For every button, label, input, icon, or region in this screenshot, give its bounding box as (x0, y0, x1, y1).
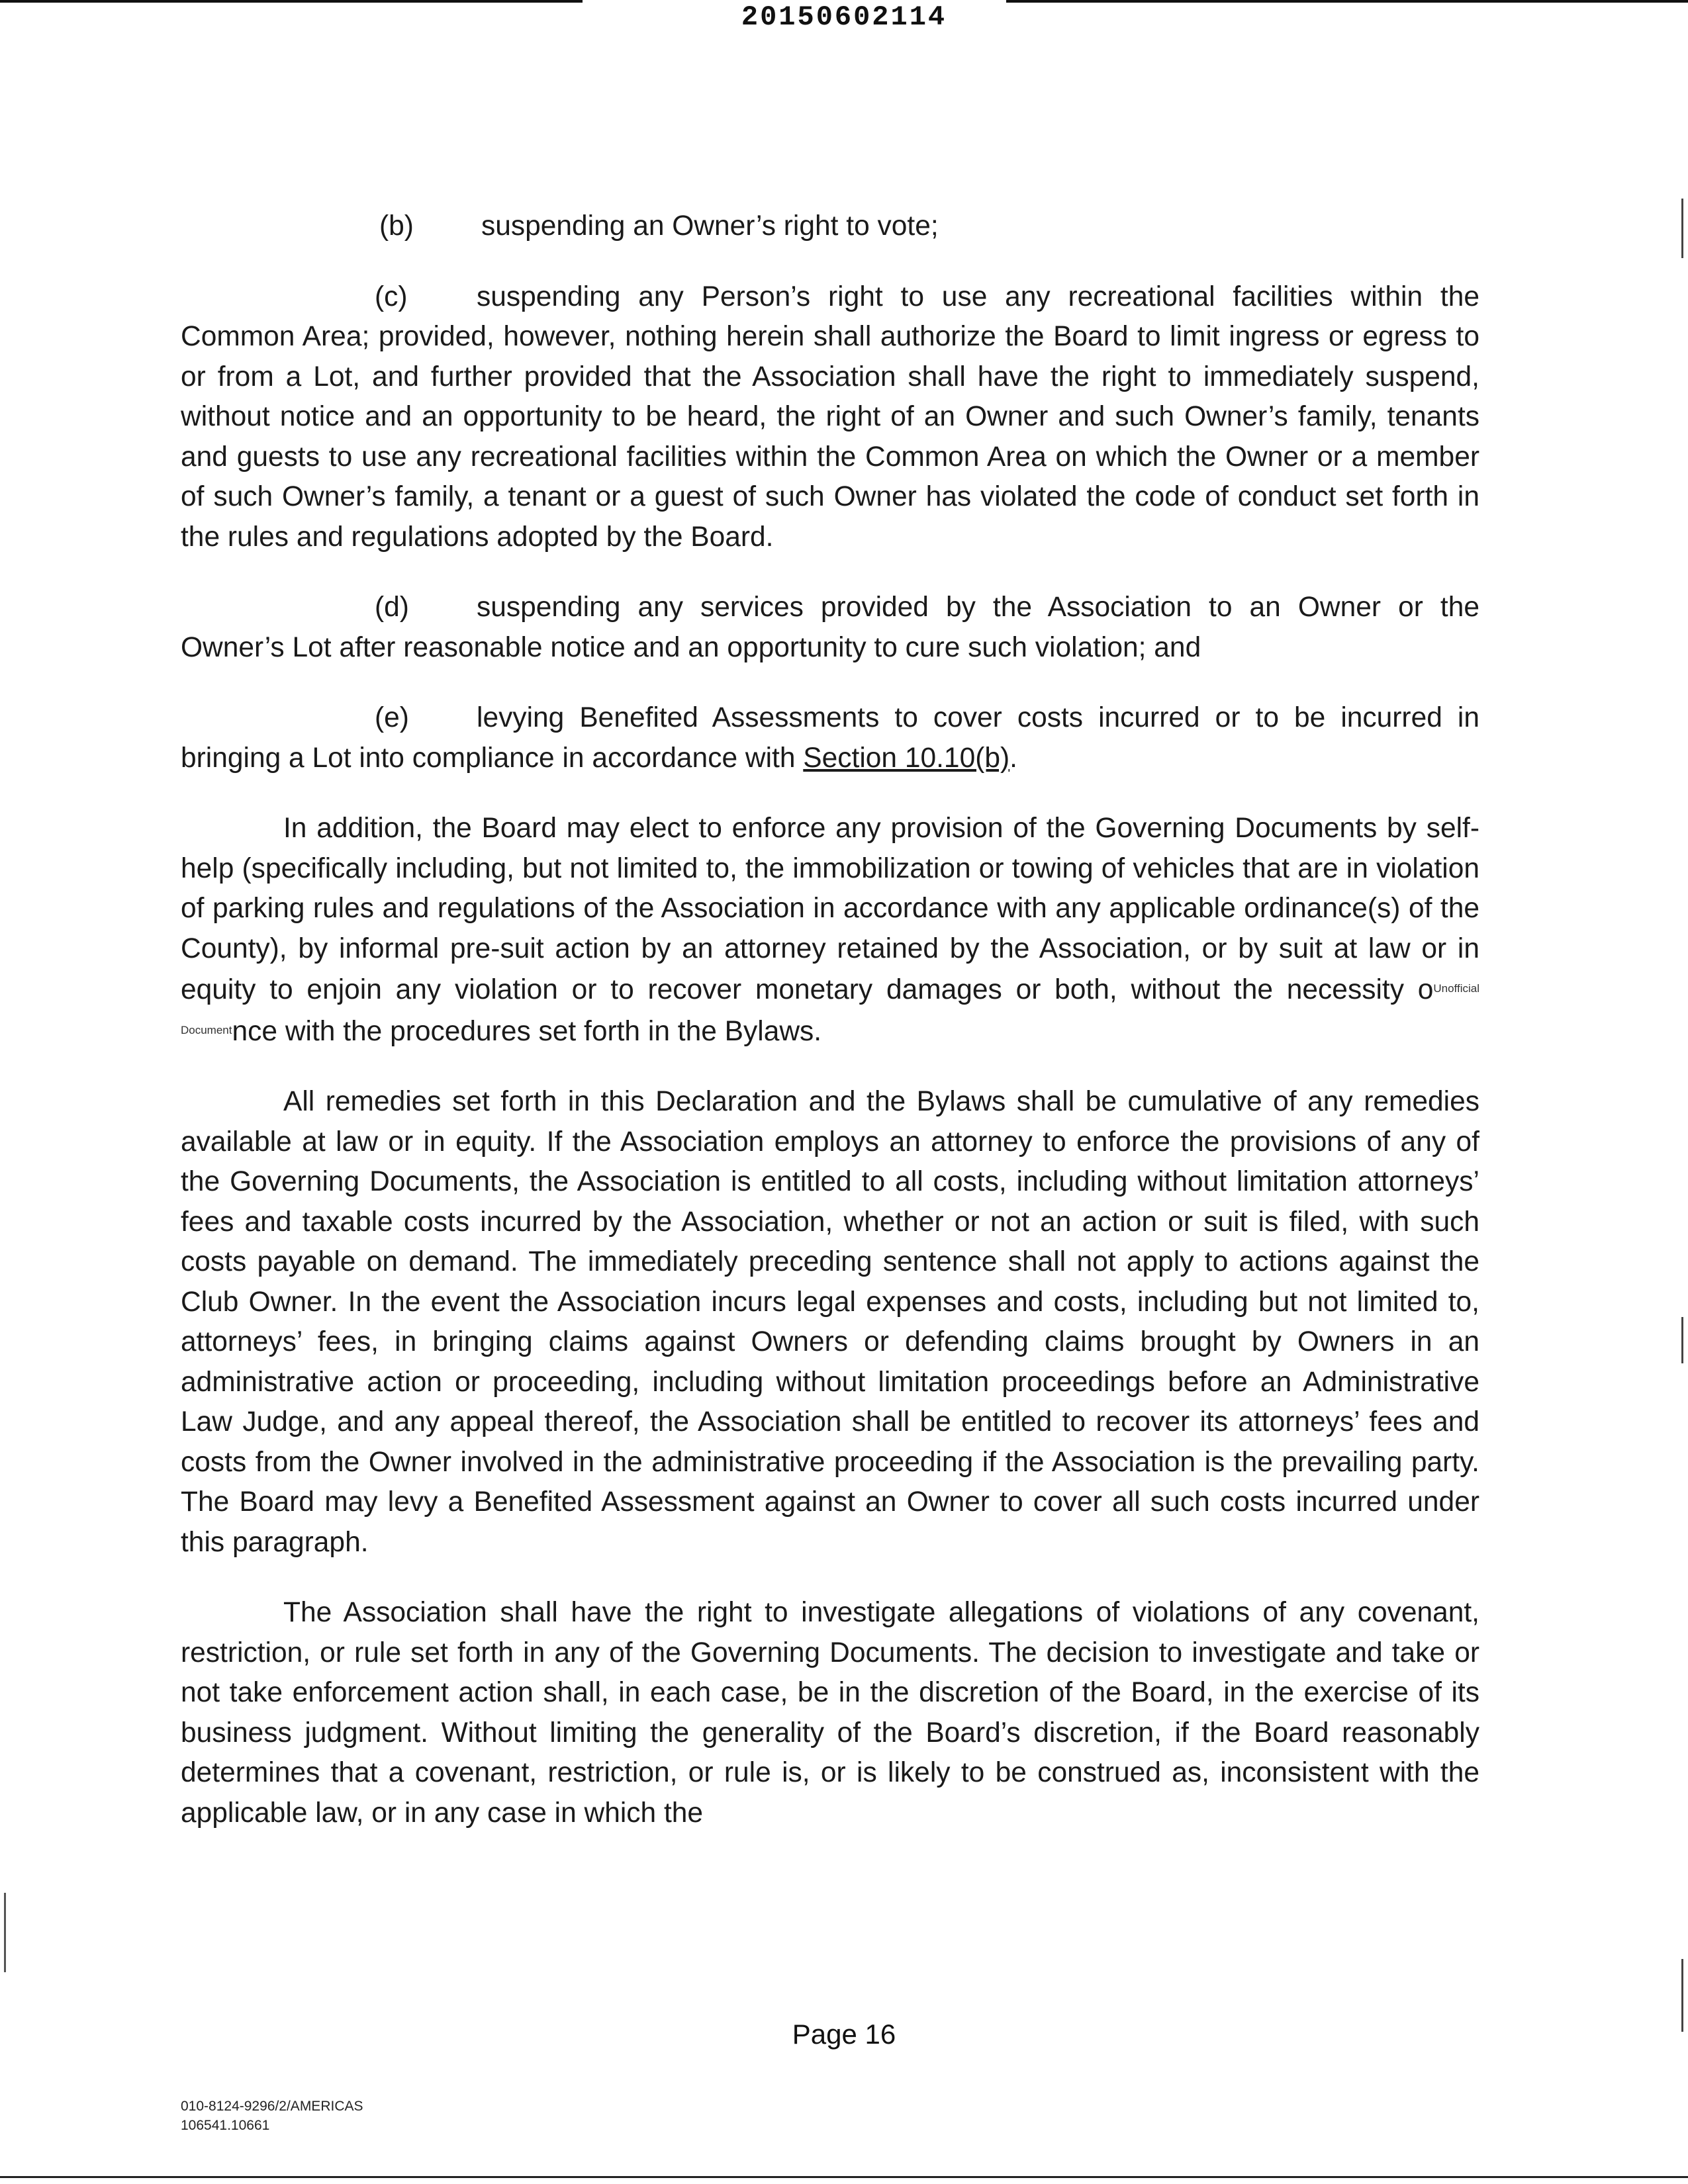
scan-edge-bottom (0, 2176, 1688, 2178)
paragraph-d (181, 588, 1479, 668)
paragraph-self-help (181, 809, 1479, 1052)
paragraph-b-label: (b) (379, 210, 414, 242)
paragraph-self-help-text-end: nce with the procedures set forth in the Bylaws. (232, 1015, 822, 1047)
paragraph-d-text: suspending any services provided by the Association to an Owner or the Owner’s Lot after reasonable notice and an opportunity to cure such violation; and (181, 592, 1479, 663)
scan-edge-right-mark-top (1681, 199, 1683, 258)
section-cross-reference: Section 10.10(b) (803, 742, 1010, 774)
footer-id-line-2: 106541.10661 (181, 2118, 270, 2133)
paragraph-e-text: levying Benefited Assessments to cover costs incurred or to be incurred in bringing a Lot into compliance in accordance with (181, 702, 1479, 774)
paragraph-e-end: . (1009, 742, 1017, 774)
watermark-stamp: Unofficial Document (181, 982, 1479, 1036)
scan-edge-left-mark (4, 1893, 6, 1972)
paragraph-b-text: suspending an Owner’s right to vote; (481, 210, 939, 242)
paragraph-remedies (181, 1082, 1479, 1563)
footer-document-ids (181, 2097, 363, 2135)
page-number: Page 16 (792, 2019, 896, 2050)
paragraph-self-help-text: In addition, the Board may elect to enforce any provision of the Governing Documents by self-help (specifically including, but not limited to, the immobilization or towing of vehicles that are in violation of parking rules and regulations of the Association in accordance with any applicable ordinance(s) of the County), by informal pre-suit action by an attorney retained by the Association, or by suit at law or in equity to enjoin any violation or to recover monetary damages or both, without the necessity o (181, 813, 1479, 1005)
paragraph-c-text: suspending any Person’s right to use any recreational facilities within the Common Area; provided, however, nothing herein shall authorize the Board to limit ingress or egress to or from a Lot, and further provided that the Association shall have the right to immediately suspend, without notice and an opportunity to be heard, the right of an Owner and such Owner’s family, tenants and guests to use any recreational facilities within the Common Area on which the Owner or a member of such Owner’s family, a tenant or a guest of such Owner has violated the code of conduct set forth in the rules and regulations adopted by the Board. (181, 281, 1479, 553)
paragraph-e (181, 698, 1479, 778)
footer-id-line-1: 010-8124-9296/2/AMERICAS (181, 2099, 363, 2114)
recording-number: 20150602114 (741, 1, 947, 33)
paragraph-e-label: (e) (375, 702, 409, 733)
paragraph-d-label: (d) (375, 592, 409, 623)
paragraph-investigate (181, 1593, 1479, 1833)
paragraph-c (181, 277, 1479, 558)
paragraph-remedies-text: All remedies set forth in this Declaration and the Bylaws shall be cumulative of any remedies available at law or in equity. If the Association employs an attorney to enforce the provisions of any of the Governing Documents, the Association is entitled to all costs, including without limitation attorneys’ fees and taxable costs incurred by the Association, whether or not an action or suit is filed, with such costs payable on demand. The immediately preceding sentence shall not apply to actions against the Club Owner. In the event the Association incurs legal expenses and costs, including but not limited to, attorneys’ fees, in bringing claims against Owners or defending claims brought by Owners in an administrative action or proceeding, including without limitation proceedings before an Administrative Law Judge, and any appeal thereof, the Association shall be entitled to recover its attorneys’ fees and costs from the Owner involved in the administrative proceeding if the Association is the prevailing party. The Board may levy a Benefited Assessment against an Owner to cover all such costs incurred under this paragraph. (181, 1086, 1479, 1558)
paragraph-b (181, 206, 1479, 247)
scan-edge-right-mark-middle (1681, 1317, 1683, 1363)
paragraph-investigate-text: The Association shall have the right to investigate allegations of violations of any covenant, restriction, or rule set forth in any of the Governing Documents. The decision to investigate and take or not take enforcement action shall, in each case, be in the discretion of the Board, in the exercise of its business judgment. Without limiting the generality of the Board’s discretion, if the Board reasonably determines that a covenant, restriction, or rule is, or is likely to be construed as, inconsistent with the applicable law, or in any case in which the (181, 1597, 1479, 1829)
document-body (181, 206, 1479, 1833)
paragraph-c-label: (c) (375, 281, 408, 312)
